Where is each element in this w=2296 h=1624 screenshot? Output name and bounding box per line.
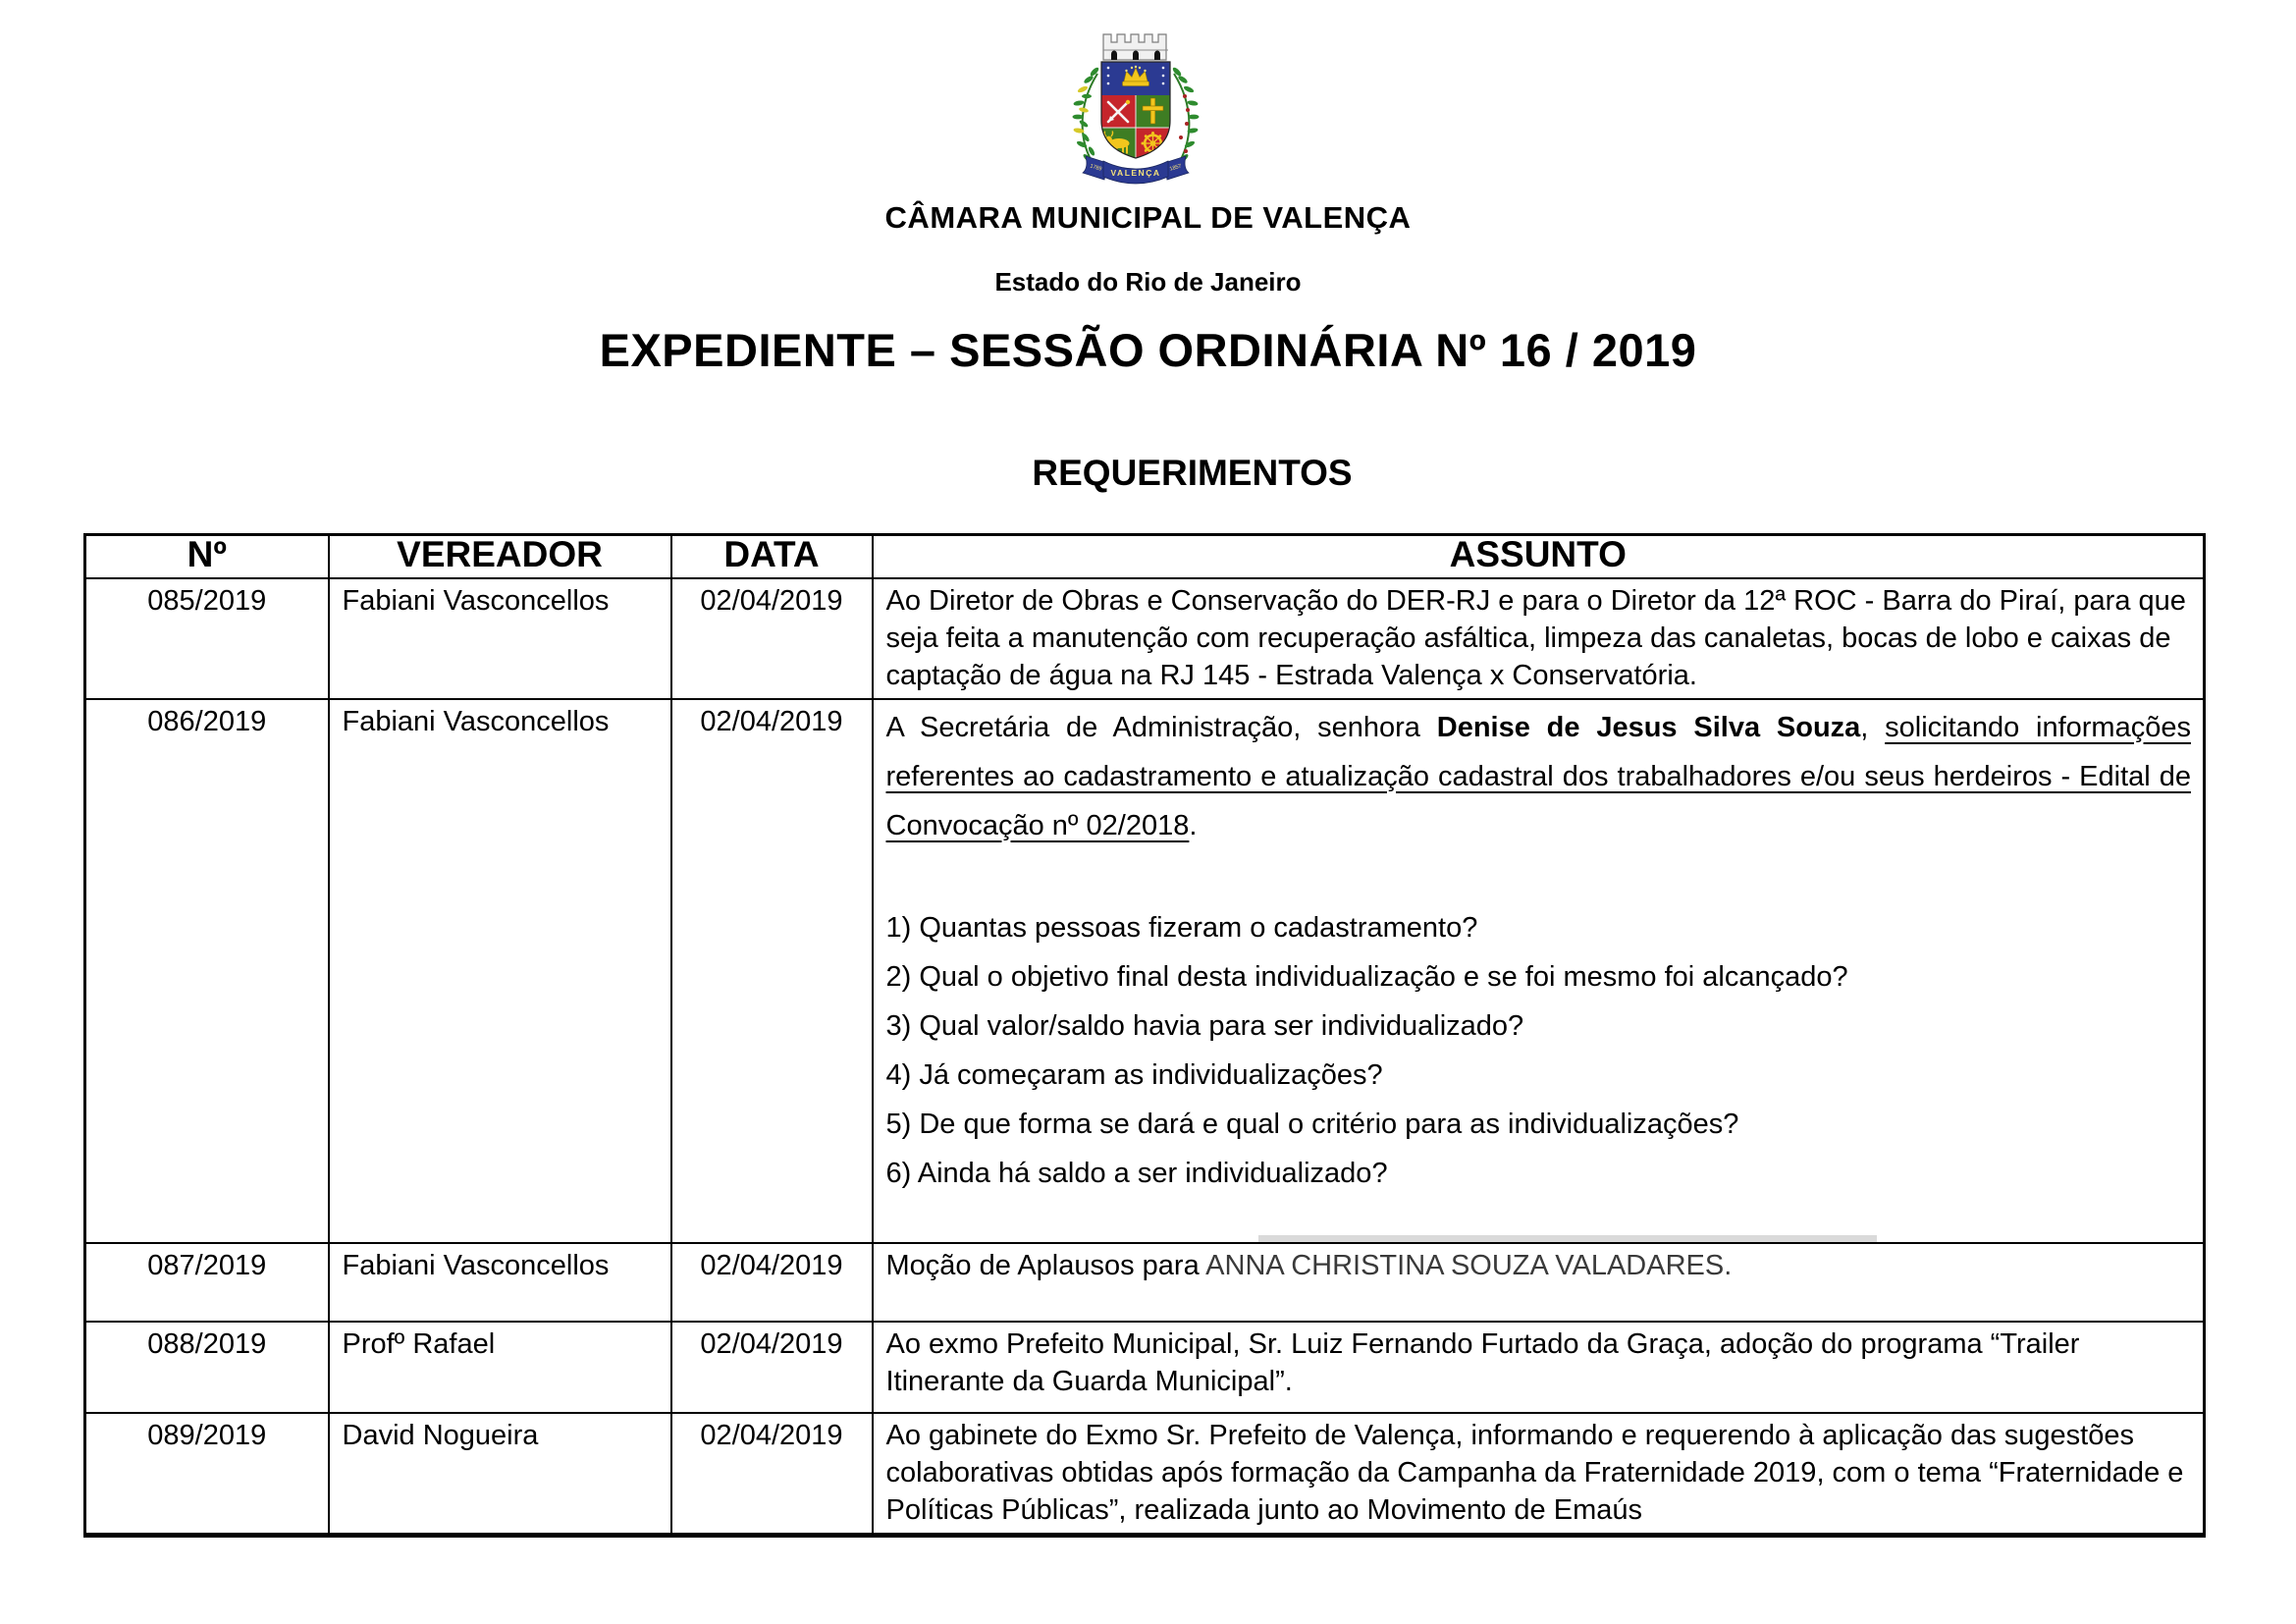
banner-year-right: 1857 <box>1168 163 1183 173</box>
cell-numero: 088/2019 <box>85 1322 329 1413</box>
laurel-right <box>1171 66 1199 166</box>
column-header-numero: Nº <box>85 535 329 578</box>
column-header-assunto: ASSUNTO <box>873 535 2205 578</box>
table-body <box>85 578 2205 1536</box>
assunto-paragraph <box>886 903 2192 952</box>
mural-crown-icon <box>1103 34 1168 60</box>
assunto-paragraph <box>886 1149 2192 1198</box>
text-segment: 1) Quantas pessoas fizeram o cadastramento? <box>885 911 1478 944</box>
assunto-paragraph <box>886 1100 2192 1149</box>
cell-assunto <box>873 1243 2205 1322</box>
coat-of-arms-graphic <box>1062 20 1209 198</box>
cell-numero: 085/2019 <box>85 578 329 699</box>
text-segment: 2) Qual o objetivo final desta individualização e se foi mesmo foi alcançado? <box>885 960 1848 993</box>
text-segment: 4) Já começaram as individualizações? <box>885 1058 1383 1091</box>
table-row <box>85 1243 2205 1322</box>
cell-numero: 086/2019 <box>85 699 329 1243</box>
cell-assunto <box>873 1413 2205 1536</box>
table-row <box>85 578 2205 699</box>
cell-assunto <box>873 1322 2205 1413</box>
cell-vereador: Fabiani Vasconcellos <box>329 699 671 1243</box>
table-header-row <box>85 535 2205 578</box>
cell-assunto <box>873 699 2205 1243</box>
cell-numero: 089/2019 <box>85 1413 329 1536</box>
cell-vereador: Fabiani Vasconcellos <box>329 578 671 699</box>
cell-vereador: Fabiani Vasconcellos <box>329 1243 671 1322</box>
banner-ribbon <box>1083 156 1189 184</box>
text-segment: Ao exmo Prefeito Municipal, Sr. Luiz Fernando Furtado da Graça, adoção do programa “Trailer Itinerante da Guarda Municipal”. <box>885 1327 2080 1397</box>
cell-vereador: David Nogueira <box>329 1413 671 1536</box>
text-segment: Denise de Jesus Silva Souza <box>1436 711 1861 743</box>
laurel-left <box>1073 66 1100 166</box>
text-segment: ANNA CHRISTINA SOUZA VALADARES. <box>1205 1249 1733 1281</box>
text-segment: , <box>1860 711 1886 743</box>
document-title: EXPEDIENTE – SESSÃO ORDINÁRIA Nº 16 / 2019 <box>599 324 1697 376</box>
cell-vereador: Profº Rafael <box>329 1322 671 1413</box>
assunto-paragraph <box>886 703 2192 850</box>
assunto-paragraph <box>886 952 2192 1001</box>
table-row <box>85 699 2205 1243</box>
column-header-data: DATA <box>671 535 873 578</box>
text-segment: 3) Qual valor/saldo havia para ser individualizado? <box>885 1009 1524 1042</box>
cell-numero: 087/2019 <box>85 1243 329 1322</box>
table-row <box>85 1413 2205 1536</box>
table-row <box>85 1322 2205 1413</box>
text-segment: . <box>1189 809 1198 841</box>
text-segment: solicitando informações referentes ao cadastramento e atualização cadastral dos trabalhadores e/ou seus herdeiros - Edital de Convocação nº 02/2018 <box>885 711 2191 841</box>
cell-data: 02/04/2019 <box>671 578 873 699</box>
text-segment: 5) De que forma se dará e qual o critério para as individualizações? <box>885 1108 1739 1140</box>
assunto-paragraph <box>886 1326 2192 1400</box>
cell-data: 02/04/2019 <box>671 1413 873 1536</box>
text-segment: Ao Diretor de Obras e Conservação do DER-RJ e para o Diretor da 12ª ROC - Barra do Piraí, para que seja feita a manutenção com recuperação asfáltica, limpeza das canaletas, bocas de lobo e caixas de captação de água na RJ 145 - Estrada Valença x Conservatória. <box>885 584 2186 691</box>
org-subtitle: Estado do Rio de Janeiro <box>994 267 1302 297</box>
section-title: REQUERIMENTOS <box>1032 453 1353 493</box>
text-segment: A Secretária de Administração, senhora <box>885 711 1437 743</box>
org-title: CÂMARA MUNICIPAL DE VALENÇA <box>884 200 1412 235</box>
blank-line <box>886 850 2192 903</box>
coat-of-arms <box>1062 20 1209 198</box>
assunto-paragraph <box>886 1001 2192 1051</box>
cell-data: 02/04/2019 <box>671 1322 873 1413</box>
banner-year-left: 1789 <box>1089 163 1103 173</box>
text-segment: 6) Ainda há saldo a ser individualizado? <box>885 1157 1388 1189</box>
column-header-vereador: VEREADOR <box>329 535 671 578</box>
assunto-paragraph <box>886 582 2192 694</box>
requerimentos-table <box>83 533 2206 1538</box>
scan-artifact <box>1258 1235 1877 1242</box>
assunto-paragraph <box>886 1247 2192 1284</box>
shield <box>1101 62 1170 160</box>
banner-text: VALENÇA <box>1110 168 1161 178</box>
cell-assunto <box>873 578 2205 699</box>
cell-data: 02/04/2019 <box>671 699 873 1243</box>
cell-data: 02/04/2019 <box>671 1243 873 1322</box>
assunto-paragraph <box>886 1051 2192 1100</box>
assunto-paragraph <box>886 1417 2192 1529</box>
text-segment: Ao gabinete do Exmo Sr. Prefeito de Valença, informando e requerendo à aplicação das sugestões colaborativas obtidas após formação da Campanha da Fraternidade 2019, com o tema “Fraternidade e Políticas Públicas”, realizada junto ao Movimento de Emaús <box>885 1419 2184 1526</box>
text-segment: Moção de Aplausos para <box>885 1249 1206 1281</box>
